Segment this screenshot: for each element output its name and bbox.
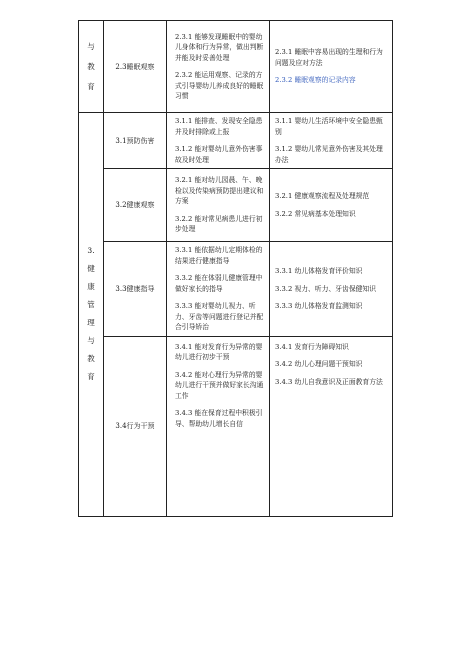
knowledge-item-link[interactable]: 2.3.2 睡眠观察的记录内容 (275, 76, 356, 85)
skills-cell (167, 336, 270, 516)
knowledge-item: 3.4.2 幼儿心理问题干预知识 (275, 360, 363, 368)
competency-table (78, 20, 393, 517)
skill-item: 3.2.2 能对常见病患儿进行初步处理 (175, 214, 263, 234)
row-title: 3.3健康指导 (104, 242, 167, 337)
domain-char: 育 (87, 81, 95, 91)
knowledge-item: 2.3.1 睡眠中容易出现的生理和行为问题及应对方法 (275, 48, 383, 67)
table-row-3-2 (79, 169, 393, 242)
skill-item: 3.4.1 能对发育行为异常的婴幼儿进行初步干预 (175, 342, 263, 361)
skill-item: 2.3.2 能运用观察、记录的方式引导婴幼儿养成良好的睡眠习惯 (175, 71, 264, 100)
skill-item: 3.1.2 能对婴幼儿意外伤害事故及时处理 (175, 145, 263, 164)
knowledge-item: 3.4.3 幼儿自我意识及正面教育方法 (275, 377, 383, 386)
table-row-3-1 (79, 113, 393, 169)
table-row-3-3 (79, 242, 393, 337)
knowledge-cell (270, 113, 393, 169)
knowledge-item: 3.4.1 发育行为障碍知识 (275, 342, 349, 351)
skill-item: 2.3.1 能够发现睡眠中的婴幼儿身体和行为异常，做出判断并能及时妥善处理 (175, 32, 264, 62)
row-title: 3.2健康观察 (104, 169, 167, 242)
knowledge-cell (270, 21, 393, 113)
skill-item: 3.3.1 能依据幼儿定期体检的结果进行健康指导 (175, 246, 263, 265)
row-title: 3.1预防伤害 (104, 113, 167, 169)
domain-char: 健 (87, 264, 95, 274)
row-title: 2.3睡眠观察 (104, 21, 167, 113)
table-row-2-3 (79, 21, 393, 113)
skills-cell (167, 113, 270, 169)
row-title: 3.4行为干预 (104, 336, 167, 516)
domain-cell-3 (79, 113, 104, 517)
domain-char: 康 (87, 282, 95, 292)
domain-char: 管 (87, 300, 95, 310)
skill-item: 3.4.3 能在保育过程中积极引导、帮助幼儿增长自信 (175, 409, 263, 428)
knowledge-cell (270, 336, 393, 516)
domain-char: 教 (87, 354, 95, 364)
domain-char: 与 (87, 336, 95, 346)
skill-item: 3.1.1 能排查、发现安全隐患并及时排除或上报 (175, 117, 263, 136)
table-row-3-4 (79, 336, 393, 516)
knowledge-item: 3.3.3 幼儿体格发育监测知识 (275, 302, 363, 310)
domain-char: 3. (87, 246, 95, 256)
knowledge-item: 3.1.2 婴幼儿常见意外伤害及其处理办法 (275, 145, 383, 164)
domain-cell-2 (79, 21, 104, 113)
skill-item: 3.2.1 能对幼儿园晨、午、晚检以及传染病预防提出建议和方案 (175, 176, 264, 206)
domain-char: 育 (87, 372, 95, 382)
skills-cell (167, 21, 270, 113)
skill-item: 3.4.2 能对心理行为异常的婴幼儿进行干预并做好家长沟通工作 (175, 370, 264, 400)
skill-item: 3.3.3 能对婴幼儿视力、听力、牙齿等问题进行登记并配合引导矫治 (175, 302, 264, 331)
skills-cell (167, 242, 270, 337)
knowledge-cell (270, 242, 393, 337)
domain-char: 理 (87, 318, 95, 328)
knowledge-item: 3.2.2 常见病基本处理知识 (275, 209, 356, 218)
knowledge-item: 3.3.2 视力、听力、牙齿保健知识 (275, 284, 377, 293)
domain-char: 与 (87, 41, 95, 51)
skills-cell (167, 169, 270, 242)
knowledge-item: 3.3.1 幼儿体格发育评价知识 (275, 267, 363, 275)
domain-char: 教 (87, 61, 95, 71)
knowledge-item: 3.2.1 健康观察流程及处理规范 (275, 192, 370, 200)
knowledge-item: 3.1.1 婴幼儿生活环境中安全隐患甄别 (275, 117, 383, 136)
knowledge-cell (270, 169, 393, 242)
skill-item: 3.3.2 能在体弱儿健康管理中做好家长的指导 (175, 274, 263, 293)
